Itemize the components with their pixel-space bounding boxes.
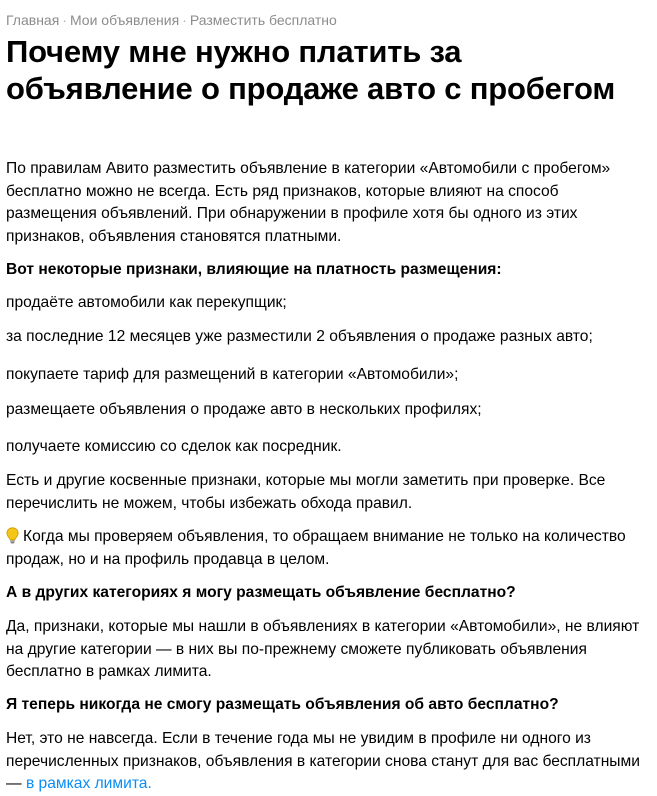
q2-answer-text: Нет, это не навсегда. Если в течение года мы не увидим в профиле ни одного из перечисленных признаков, объявления в категории снова станут для вас бесплатными — [6,730,640,792]
q1-answer: Да, признаки, которые мы нашли в объявлениях в категории «Автомобили», не влияют на другие категории — в них вы по-прежнему сможете публиковать объявления бесплатно в рамках лимита. [6,618,640,680]
sign-item: размещаете объявления о продаже авто в нескольких профилях; [6,401,482,418]
lightbulb-icon [6,527,19,544]
limit-link[interactable]: в рамках лимита. [25,775,152,792]
indirect-signs-paragraph: Есть и другие косвенные признаки, которые мы могли заметить при проверке. Все перечислить не можем, чтобы избежать обхода правил. [6,472,606,512]
breadcrumb [6,11,337,29]
tip-text: Когда мы проверяем объявления, то обращаем внимание не только на количество продаж, но и на профиль продавца в целом. [6,528,626,568]
sign-item: получаете комиссию со сделок как посредник. [6,438,342,455]
breadcrumb-my-ads[interactable]: Мои объявления [69,12,180,28]
breadcrumb-separator: · [62,12,67,28]
signs-heading: Вот некоторые признаки, влияющие на платность размещения: [6,261,502,278]
sign-item: продаёте автомобили как перекупщик; [6,294,287,311]
breadcrumb-home[interactable]: Главная [6,12,60,28]
page-title: Почему мне нужно платить за объявление о продаже авто с пробегом [6,34,616,106]
breadcrumb-separator: · [182,12,187,28]
tip-paragraph [6,526,646,571]
q1-heading: А в других категориях я могу размещать объявление бесплатно? [6,584,516,601]
intro-paragraph: По правилам Авито разместить объявление в категории «Автомобили с пробегом» бесплатно можно не всегда. Есть ряд признаков, которые влияют на способ размещения объявлений. При обнаружении в профиле хотя бы одного из этих признаков, объявления становятся платными. [6,160,611,245]
q2-heading: Я теперь никогда не смогу размещать объявления об авто бесплатно? [6,696,559,713]
sign-item: покупаете тариф для размещений в категории «Автомобили»; [6,366,459,383]
q2-answer [6,728,646,796]
breadcrumb-place-free[interactable]: Разместить бесплатно [189,12,337,28]
sign-item: за последние 12 месяцев уже разместили 2 объявления о продаже разных авто; [6,328,593,345]
